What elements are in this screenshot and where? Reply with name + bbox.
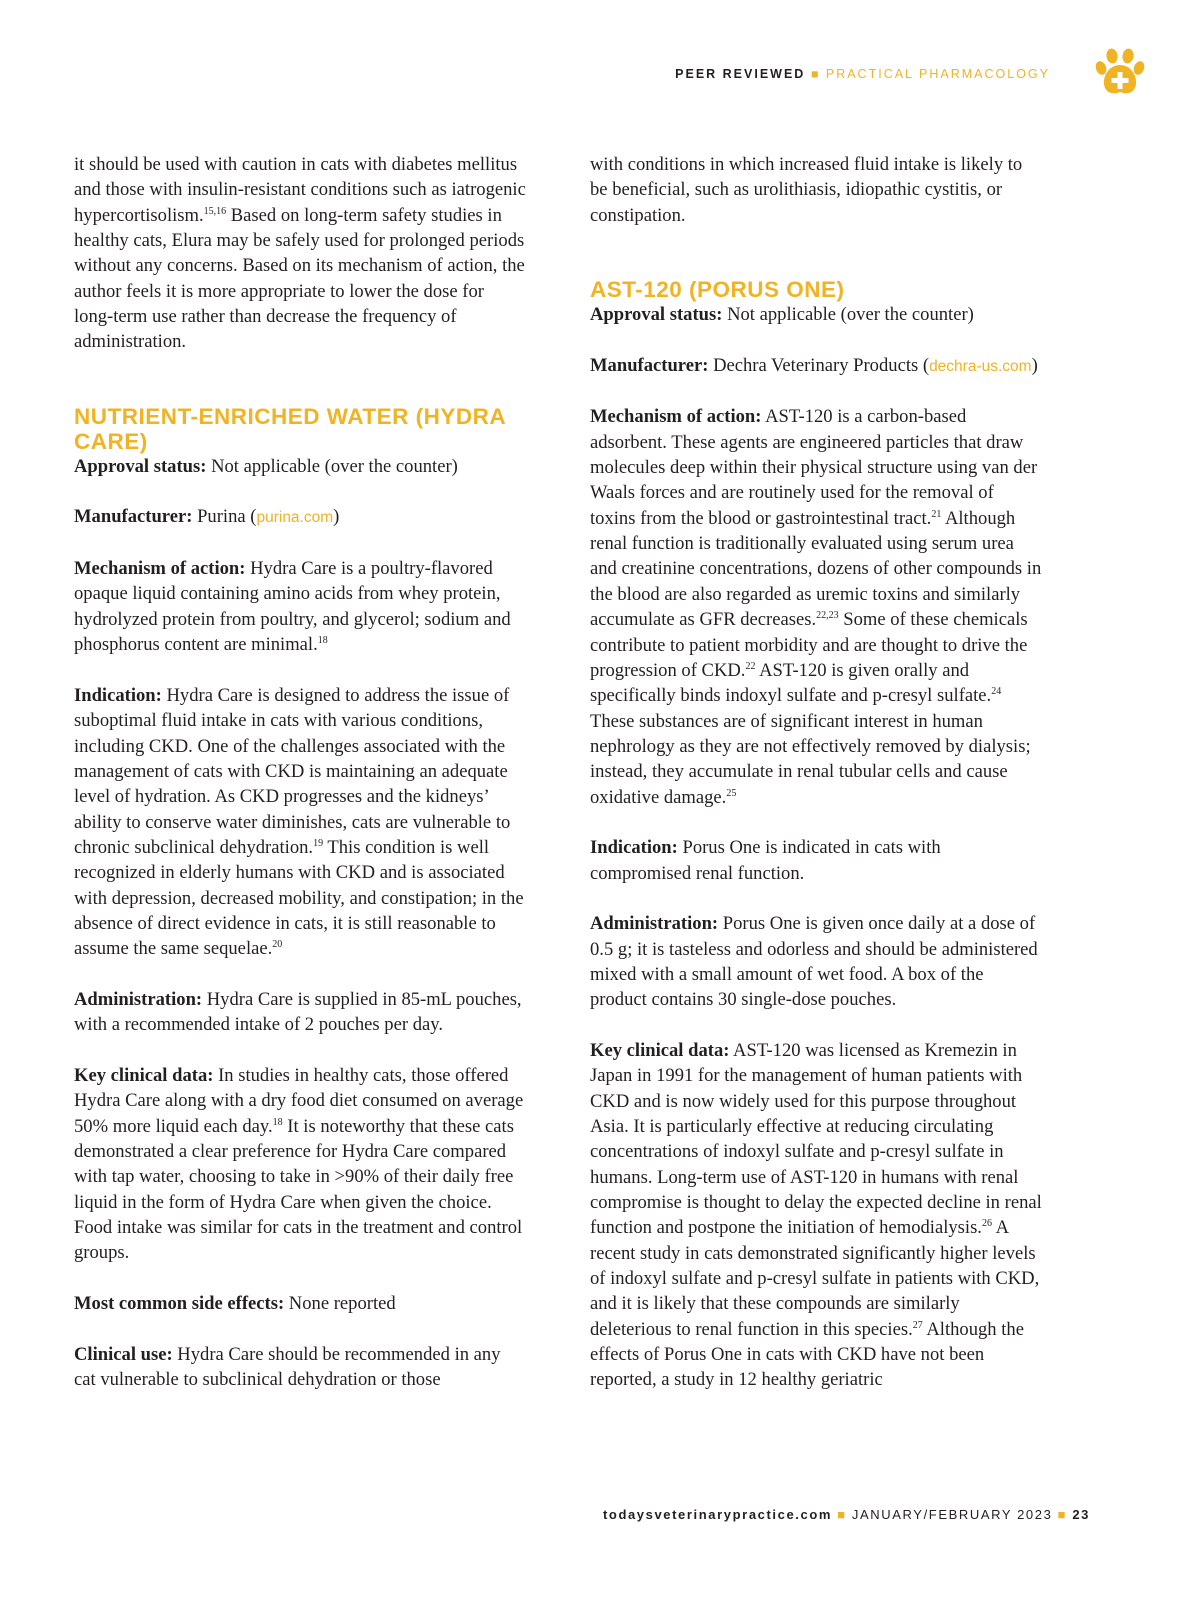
indication [74, 683, 526, 962]
mechanism-text-5: These substances are of significant interest in human nephrology as they are not effectively removed by dialysis; instead, they accumulate in renal tubular cells and cause oxidative damage. [590, 710, 1031, 808]
paw-plus-icon [1094, 46, 1146, 98]
section-heading-ast-120: AST-120 (PORUS ONE) [590, 277, 845, 303]
mechanism-label: Mechanism of action: [74, 558, 246, 580]
intro-paragraph [74, 152, 526, 355]
indication-text-1: Hydra Care is designed to address the issue of suboptimal fluid intake in cats with various conditions, including CKD. One of the challenges associated with the management of cats with CKD is maintaining an adequate level of hydration. As CKD progresses and the kidneys’ ability to conserve water diminishes, cats are vulnerable to chronic subclinical dehydration. [74, 684, 511, 858]
citation: 24 [991, 686, 1002, 698]
footer-issue-date: JANUARY/FEBRUARY 2023 [851, 1507, 1053, 1522]
approval-text: Not applicable (over the counter) [206, 455, 458, 477]
approval-status [590, 302, 1042, 327]
footer-separator: ■ [837, 1507, 847, 1522]
administration-text: Porus One is given once daily at a dose of 0.5 g; it is tasteless and odorless and should be administered mixed with a small amount of wet food. A box of the product contains 30 single-dose pouches. [590, 913, 1038, 1011]
citation: 18 [317, 635, 328, 647]
manufacturer [74, 504, 526, 530]
header-category: PRACTICAL PHARMACOLOGY [825, 67, 1050, 81]
administration [74, 987, 526, 1038]
continuation-paragraph: with conditions in which increased fluid intake is likely to be beneficial, such as urolithiasis, idiopathic cystitis, or constipation. [590, 154, 1023, 226]
page-number: 23 [1072, 1507, 1090, 1522]
mechanism-text-1: AST-120 is a carbon-based adsorbent. These agents are engineered particles that draw molecules deep within their physical structure using van der Waals forces and are routinely used for the removal of toxins from the blood or gastrointestinal tract. [590, 406, 1038, 529]
footer-site-link[interactable]: todaysveterinarypractice.com [602, 1507, 833, 1522]
citation: 20 [272, 939, 283, 951]
manufacturer-label: Manufacturer: [74, 506, 193, 528]
mechanism-text-3: Some of these chemicals contribute to patient morbidity and are thought to drive the progression of CKD. [590, 609, 1028, 681]
citation: 27 [912, 1319, 923, 1331]
indication-label: Indication: [590, 837, 678, 859]
footer-separator: ■ [1057, 1507, 1068, 1522]
header-section: PEER REVIEWED [675, 67, 806, 81]
header-separator: ■ [810, 67, 821, 81]
key-data-text-1: AST-120 was licensed as Kremezin in Japan in 1991 for the management of human patients with CKD and is now widely used for this purpose throughout Asia. It is particularly effective at reducing circulating concentrations of indoxyl sulfate and p-cresyl sulfate in humans. Long-term use of AST-120 in humans with renal compromise is thought to delay the expected decline in renal function and postpone the initiation of hemodialysis. [590, 1040, 1042, 1239]
running-header [675, 67, 1050, 81]
mechanism-text-4: AST-120 is given orally and specifically binds indoxyl sulfate and p-cresyl sulfate. [590, 659, 992, 707]
manufacturer-link[interactable]: dechra-us.com [929, 357, 1032, 375]
key-data-label: Key clinical data: [74, 1065, 214, 1086]
section-heading-hydra-care: NUTRIENT-ENRICHED WATER (HYDRA CARE) [74, 403, 506, 454]
side-effects-label: Most common side effects: [74, 1293, 285, 1315]
mechanism-text-2: Although renal function is traditionally evaluated using serum urea and creatinine concentrations, dozens of other compounds in the blood are also regarded as uremic toxins and similarly accumulate as GFR decreases. [590, 507, 1042, 631]
citation: 22 [745, 660, 756, 672]
clinical-use-label: Clinical use: [74, 1343, 173, 1365]
administration-label: Administration: [74, 988, 203, 1010]
left-column [74, 152, 526, 1392]
key-clinical-data [74, 1063, 526, 1266]
side-effects [74, 1291, 526, 1316]
citation: 21 [931, 508, 942, 520]
intro-text-2: Based on long-term safety studies in healthy cats, Elura may be safely used for prolonged periods without any concerns. Based on its mechanism of action, the author feels it is more appropriate to lower the dose for long-term use rather than decrease the frequency of administration. [74, 204, 525, 353]
key-data-text-2: A recent study in cats demonstrated significantly higher levels of indoxyl sulfate and p-cresyl sulfate in patients with CKD, and it is likely that these compounds are similarly deleterious to renal function in this species. [590, 1217, 1040, 1340]
citation: 25 [726, 787, 737, 799]
key-data-text-1: In studies in healthy cats, those offered Hydra Care along with a dry food diet consumed on average 50% more liquid each day. [74, 1065, 524, 1137]
approval-status [74, 454, 526, 479]
mechanism-text: Hydra Care is a poultry-flavored opaque liquid containing amino acids from whey protein, hydrolyzed protein from poultry, and glycerol; sodium and phosphorus content are minimal. [74, 558, 511, 656]
manufacturer-close: ) [333, 506, 340, 528]
page-footer [603, 1507, 1090, 1522]
citation: 19 [313, 837, 324, 849]
key-clinical-data [590, 1038, 1042, 1393]
clinical-use [74, 1342, 526, 1393]
citation: 26 [981, 1218, 992, 1230]
citation: 22,23 [816, 610, 839, 622]
approval-label: Approval status: [590, 304, 723, 326]
indication-label: Indication: [74, 684, 162, 706]
manufacturer [590, 353, 1042, 379]
key-data-text-2: It is noteworthy that these cats demonstrated a clear preference for Hydra Care compared with tap water, choosing to take in >90% of their daily free liquid in the form of Hydra Care when given the choice. Food intake was similar for cats in the treatment and control groups. [74, 1115, 523, 1264]
approval-label: Approval status: [74, 455, 207, 477]
administration [590, 911, 1042, 1012]
manufacturer-text: Dechra Veterinary Products ( [708, 354, 930, 376]
indication-text-2: This condition is well recognized in elderly humans with CKD and is associated with depression, decreased mobility, and constipation; in the absence of direct evidence in cats, it is still reasonable to assume the same sequelae. [74, 836, 524, 960]
approval-text: Not applicable (over the counter) [722, 304, 974, 326]
manufacturer-close: ) [1031, 354, 1038, 376]
administration-text: Hydra Care is supplied in 85-mL pouches, with a recommended intake of 2 pouches per day. [74, 988, 522, 1036]
key-data-label: Key clinical data: [590, 1040, 730, 1061]
intro-text-1: it should be used with caution in cats with diabetes mellitus and those with insulin-resistant conditions such as iatrogenic hypercortisolism. [74, 154, 526, 226]
mechanism-of-action [74, 556, 526, 657]
manufacturer-label: Manufacturer: [590, 354, 709, 376]
right-column [590, 152, 1042, 1393]
citation: 18 [272, 1116, 283, 1128]
side-effects-text: None reported [284, 1293, 396, 1315]
indication [590, 835, 1042, 886]
indication-text: Porus One is indicated in cats with compromised renal function. [590, 837, 941, 884]
mechanism-of-action [590, 404, 1042, 810]
clinical-use-text: Hydra Care should be recommended in any cat vulnerable to subclinical dehydration or those [74, 1343, 501, 1391]
mechanism-label: Mechanism of action: [590, 406, 762, 428]
administration-label: Administration: [590, 913, 719, 935]
manufacturer-text: Purina ( [192, 506, 257, 528]
manufacturer-link[interactable]: purina.com [256, 509, 334, 527]
citation: 15,16 [203, 205, 227, 217]
key-data-text-3: Although the effects of Porus One in cats with CKD have not been reported, a study in 12 healthy geriatric [590, 1318, 1024, 1391]
